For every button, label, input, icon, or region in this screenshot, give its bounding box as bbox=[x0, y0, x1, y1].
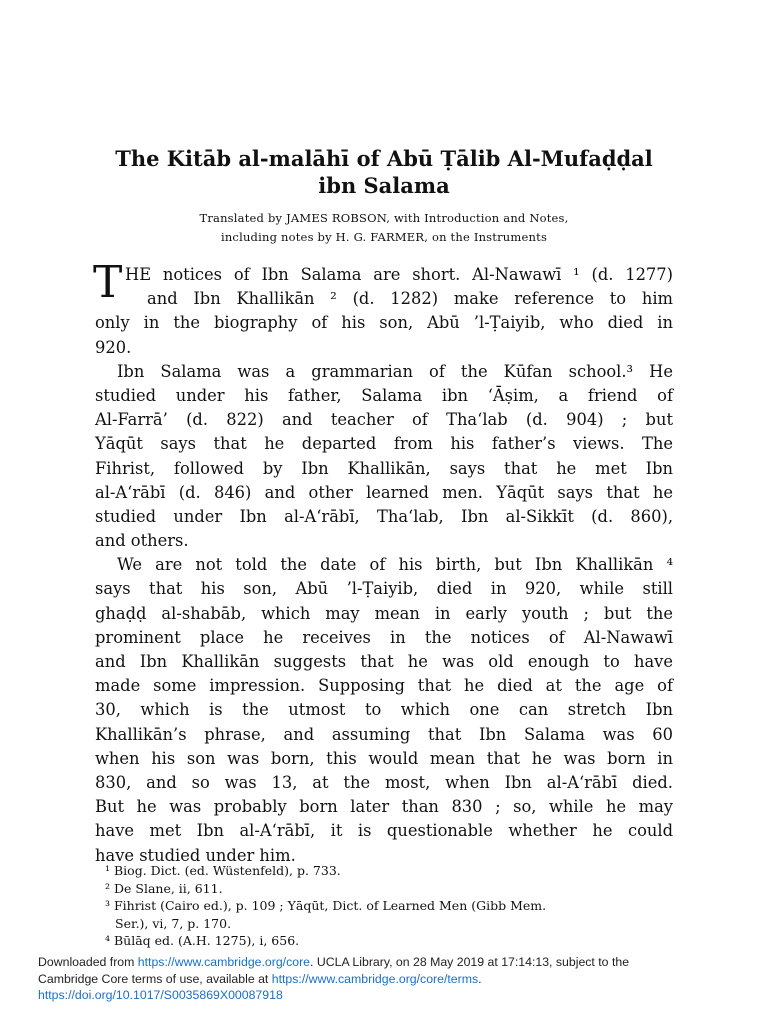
body-line: says that his son, Abū ’l-Ṭaiyib, died in 920, while still bbox=[95, 579, 673, 599]
byline-line-2: including notes by H. G. FARMER, on the Instruments bbox=[220, 230, 548, 244]
download-notice bbox=[38, 954, 738, 1004]
footnotes bbox=[105, 862, 673, 950]
download-notice-line-1 bbox=[38, 954, 738, 971]
byline-line-1: Translated by JAMES ROBSON, with Introduction and Notes, bbox=[199, 211, 569, 225]
footnote: ¹ Biog. Dict. (ed. Wüstenfeld), p. 733. bbox=[105, 863, 341, 878]
terms-suffix: . bbox=[478, 971, 482, 986]
article-title bbox=[60, 145, 708, 199]
footnote-continuation: Ser.), vi, 7, p. 170. bbox=[115, 915, 232, 931]
body-line: and Ibn Khallikān ² (d. 1282) make reference to him bbox=[147, 289, 673, 309]
body-line: But he was probably born later than 830 ; so, while he may bbox=[95, 797, 673, 817]
footnote: ² De Slane, ii, 611. bbox=[105, 880, 223, 896]
body-line: and Ibn Khallikān suggests that he was old enough to have bbox=[95, 652, 673, 671]
body-line: have met Ibn al-A‘rābī, it is questionable whether he could bbox=[95, 821, 673, 841]
doi-link[interactable]: https://doi.org/10.1017/S0035869X00087918 bbox=[38, 988, 283, 1002]
body-line: 920. bbox=[95, 337, 132, 357]
body-line: al-A‘rābī (d. 846) and other learned men. Yāqūt says that he bbox=[95, 482, 673, 502]
body-line: 830, and so was 13, at the most, when Ibn al-A‘rābī died. bbox=[95, 772, 673, 792]
article-body bbox=[93, 257, 673, 868]
footnote: ³ Fihrist (Cairo ed.), p. 109 ; Yāqūt, Dict. of Learned Men (Gibb Mem. bbox=[105, 898, 547, 913]
body-line: Al-Farrā’ (d. 822) and teacher of Tha‘lab (d. 904) ; but bbox=[95, 410, 673, 430]
translator-byline bbox=[60, 209, 708, 247]
body-line: Ibn Salama was a grammarian of the Kūfan school.³ He bbox=[117, 361, 673, 381]
body-line: and others. bbox=[95, 531, 189, 551]
body-line: HE notices of Ibn Salama are short. Al-Nawawī ¹ (d. 1277) bbox=[125, 265, 673, 284]
title-line-1: The Kitāb al-malāhī of Abū Ṭālib Al-Mufaḍḍal bbox=[115, 146, 653, 171]
body-line: made some impression. Supposing that he died at the age of bbox=[95, 676, 673, 696]
title-line-2: ibn Salama bbox=[318, 173, 450, 198]
terms-link[interactable]: https://www.cambridge.org/core/terms bbox=[271, 971, 479, 986]
body-line: ghaḍḍ al-shabāb, which may mean in early youth ; but the bbox=[95, 603, 673, 623]
download-details: . UCLA Library, on 28 May 2019 at 17:14:13, subject to the bbox=[310, 955, 630, 969]
drop-cap: T bbox=[93, 257, 123, 308]
body-line: Yāqūt says that he departed from his father’s views. The bbox=[95, 434, 673, 454]
footnote: ⁴ Būlāq ed. (A.H. 1275), i, 656. bbox=[105, 933, 300, 948]
download-notice-line-2 bbox=[38, 971, 738, 988]
body-line: prominent place he receives in the notices of Al-Nawawī bbox=[95, 627, 673, 647]
body-line: have studied under him. bbox=[95, 845, 296, 865]
download-notice-line-3 bbox=[38, 987, 738, 1004]
body-line: Fihrist, followed by Ibn Khallikān, says that he met Ibn bbox=[95, 458, 673, 478]
terms-prefix: Cambridge Core terms of use, available at bbox=[38, 971, 272, 986]
body-line: when his son was born, this would mean that he was born in bbox=[95, 748, 673, 768]
body-line: studied under Ibn al-A‘rābī, Tha‘lab, Ibn al-Sikkīt (d. 860), bbox=[95, 506, 673, 526]
body-line: only in the biography of his son, Abū ’l-Ṭaiyib, who died in bbox=[95, 313, 673, 333]
body-line: studied under his father, Salama ibn ‘Āṣim, a friend of bbox=[95, 385, 673, 405]
cambridge-core-link[interactable]: https://www.cambridge.org/core bbox=[137, 955, 311, 969]
download-prefix: Downloaded from bbox=[38, 955, 138, 969]
body-line: 30, which is the utmost to which one can stretch Ibn bbox=[95, 700, 673, 720]
body-line: Khallikān’s phrase, and assuming that Ibn Salama was 60 bbox=[95, 724, 673, 744]
body-line: We are not told the date of his birth, but Ibn Khallikān ⁴ bbox=[117, 555, 673, 575]
